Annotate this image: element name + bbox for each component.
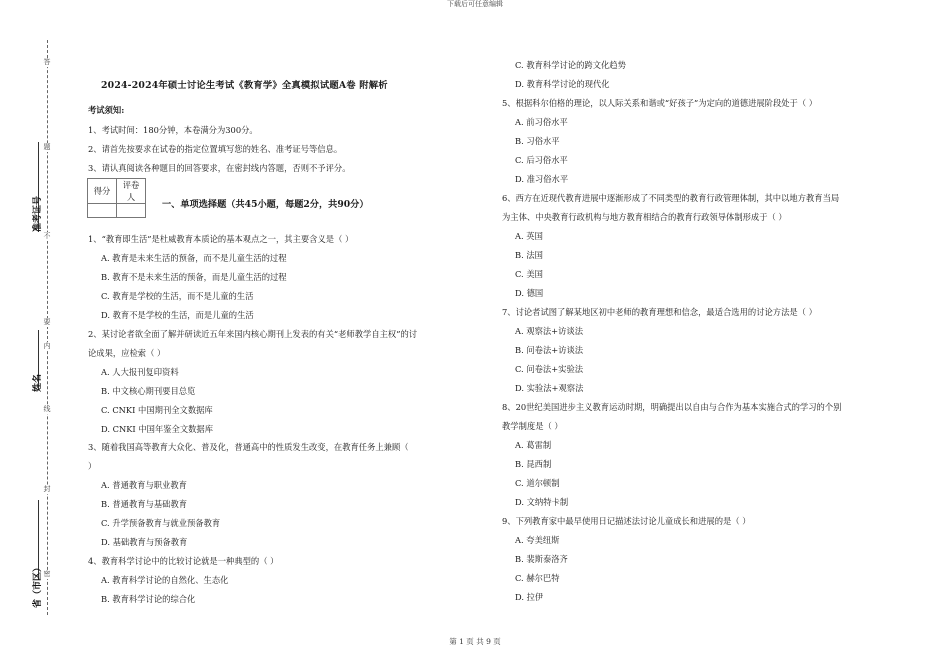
- answer-option[interactable]: A. 葛雷制: [515, 440, 552, 450]
- answer-option[interactable]: B. 教育不是未来生活的预备，而是儿童生活的过程: [101, 271, 287, 282]
- page-footer: 第 1 页 共 9 页: [449, 637, 501, 646]
- question-stem: 1、“教育即生活”是杜威教育本质论的基本观点之一，其主要含义是（ ）: [88, 234, 354, 244]
- province-label: 省（市区）: [33, 562, 43, 608]
- answer-option[interactable]: B. 问卷法+访谈法: [515, 345, 584, 355]
- grader-header: 评卷人: [117, 179, 146, 204]
- answer-option[interactable]: C. 教育科学讨论的跨文化趋势: [515, 60, 626, 70]
- answer-option[interactable]: C. 教育是学校的生活，而不是儿童的生活: [101, 290, 254, 301]
- answer-option[interactable]: C. 后习俗水平: [515, 155, 568, 165]
- answer-option[interactable]: A. 前习俗水平: [515, 117, 568, 127]
- seal-char: 内: [41, 342, 53, 351]
- question-stem: 9、下列教育家中最早使用日记描述法讨论儿童成长和进展的是（ ）: [502, 516, 751, 526]
- answer-option[interactable]: B. 裴斯泰洛齐: [515, 554, 568, 564]
- seal-char: 线: [41, 405, 53, 414]
- seal-char: 密: [41, 570, 53, 579]
- seal-char: 题: [41, 143, 53, 152]
- answer-option[interactable]: B. 教育科学讨论的综合化: [101, 594, 196, 605]
- question-stem: ）: [88, 461, 97, 472]
- seal-char: 要: [41, 318, 53, 327]
- answer-option[interactable]: B. 昆西制: [515, 459, 552, 469]
- notice-heading: 考试须知:: [88, 105, 125, 115]
- exam-id-label: 准考证号: [33, 195, 43, 232]
- answer-option[interactable]: B. 普通教育与基础教育: [101, 499, 188, 510]
- grader-cell[interactable]: [117, 204, 146, 218]
- question-stem: 6、西方在近现代教育进展中逐渐形成了不同类型的教育行政管理体制，其中以地方教育当局: [502, 193, 840, 203]
- answer-option[interactable]: B. 法国: [515, 250, 543, 260]
- answer-option[interactable]: B. 习俗水平: [515, 136, 560, 146]
- seal-char: 不: [41, 232, 53, 241]
- score-header: 得分: [88, 179, 117, 204]
- question-stem: 8、20世纪美国进步主义教育运动时期，明确提出以自由与合作为基本实施合式的学习的个别: [502, 402, 842, 412]
- seal-char: 答: [41, 58, 53, 67]
- answer-option[interactable]: C. 美国: [515, 269, 543, 279]
- answer-option[interactable]: A. 英国: [515, 231, 543, 241]
- score-table: [87, 178, 146, 218]
- answer-option[interactable]: D. 基础教育与预备教育: [101, 537, 188, 548]
- question-stem: 4、教育科学讨论中的比较讨论就是一种典型的（ ）: [88, 556, 279, 567]
- download-note: 下载后可任意编辑: [447, 0, 503, 8]
- answer-option[interactable]: D. 教育不是学校的生活，而是儿童的生活: [101, 309, 254, 320]
- notice-item: 2、请首先按要求在试卷的指定位置填写您的姓名、准考证号等信息。: [88, 144, 343, 154]
- question-stem: 论成果，应检索（ ）: [88, 347, 166, 358]
- answer-option[interactable]: D. 德国: [515, 288, 544, 298]
- question-stem: 2、某讨论者欲全面了解并研读近五年来国内核心期刊上发表的有关“老师教学自主权”的讨: [88, 328, 418, 339]
- answer-option[interactable]: C. 升学预备教育与就业预备教育: [101, 518, 221, 529]
- answer-option[interactable]: B. 中文核心期刊要目总览: [101, 385, 196, 396]
- answer-option[interactable]: C. CNKI 中国期刊全文数据库: [101, 404, 213, 415]
- answer-option[interactable]: D. 拉伊: [515, 592, 544, 602]
- answer-option[interactable]: D. CNKI 中国年鉴全文数据库: [101, 423, 214, 434]
- binding-margin: [0, 0, 70, 671]
- answer-option[interactable]: C. 问卷法+实验法: [515, 364, 584, 374]
- score-cell[interactable]: [88, 204, 117, 218]
- answer-option[interactable]: D. 准习俗水平: [515, 174, 569, 184]
- answer-option[interactable]: D. 教育科学讨论的现代化: [515, 79, 610, 89]
- page-title: 2024-2024年硕士讨论生考试《教育学》全真模拟试题A卷 附解析: [101, 80, 388, 91]
- notice-item: 1、考试时间：180分钟，本卷满分为300分。: [88, 125, 258, 135]
- section-title: 一、单项选择题（共45小题，每题2分，共90分）: [162, 199, 369, 210]
- answer-option[interactable]: A. 普通教育与职业教育: [101, 480, 187, 491]
- notice-item: 3、请认真阅读各种题目的回答要求，在密封线内答题，否则不予评分。: [88, 163, 351, 173]
- answer-option[interactable]: D. 文纳特卡制: [515, 497, 569, 507]
- name-label: 姓名: [33, 373, 43, 392]
- question-stem: 教学制度是（ ）: [502, 421, 563, 431]
- answer-option[interactable]: C. 赫尔巴特: [515, 573, 560, 583]
- answer-option[interactable]: A. 观察法+访谈法: [515, 326, 584, 336]
- seal-char: 封: [41, 485, 53, 494]
- answer-option[interactable]: D. 实验法+观察法: [515, 383, 584, 393]
- seal-line: [47, 40, 48, 615]
- answer-option[interactable]: A. 人大报刊复印资料: [101, 366, 179, 377]
- question-stem: 7、讨论者试图了解某地区初中老师的教育理想和信念，最适合选用的讨论方法是（ ）: [502, 307, 817, 317]
- question-stem: 为主体、中央教育行政机构与地方教育相结合的教育行政领导体制形成于（ ）: [502, 212, 787, 222]
- question-stem: 3、随着我国高等教育大众化、普及化，普通高中的性质发生改变，在教育任务上兼顾（: [88, 442, 409, 453]
- answer-option[interactable]: C. 道尔顿制: [515, 478, 560, 488]
- question-stem: 5、根据科尔伯格的理论，以人际关系和谐或“好孩子”为定向的道德进展阶段处于（ ）: [502, 98, 818, 108]
- answer-option[interactable]: A. 教育科学讨论的自然化、生态化: [101, 575, 229, 586]
- answer-option[interactable]: A. 教育是未来生活的预备，而不是儿童生活的过程: [101, 252, 287, 263]
- answer-option[interactable]: A. 夸美纽斯: [515, 535, 560, 545]
